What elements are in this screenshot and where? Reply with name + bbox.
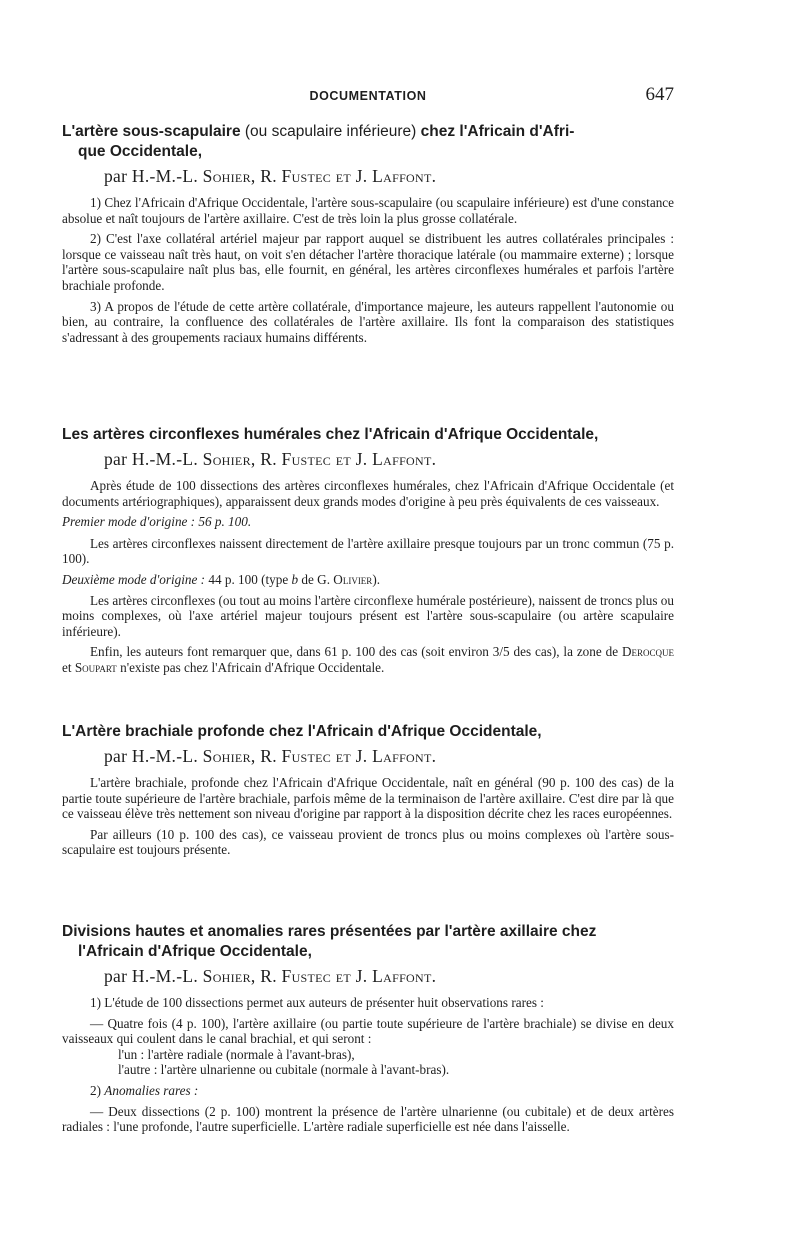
paragraph: 1) Chez l'Africain d'Afrique Occidentale, l'artère sous-scapulaire (ou scapulaire inférieure) est d'une constance absolue et naît toujours de l'artère axillaire. C'est de très loin la plus grosse collatérale. xyxy=(62,195,674,226)
article-sous-scapulaire xyxy=(62,122,674,350)
running-title: DOCUMENTATION xyxy=(309,89,427,103)
paragraph-mode-2: Deuxième mode d'origine : 44 p. 100 (type b de G. Olivier). xyxy=(62,571,381,587)
list-item: l'un : l'artère radiale (normale à l'avant-bras), xyxy=(118,1046,355,1062)
paragraph: 2) C'est l'axe collatéral artériel majeur par rapport auquel se distribuent les autres collatérales principales : lorsque ce vaisseau naît très haut, on voit s'en détacher l'artère thoracique latérale (ou mammaire externe) ; lorsque l'artère sous-scapulaire naît plus bas, elle fournit, en général, les artères circonflexes humérales et parfois l'artère brachiale profonde. xyxy=(62,231,674,293)
paragraph: Après étude de 100 dissections des artères circonflexes humérales, chez l'Africain d'Afrique Occidentale (et documents artériographiques), apparaissent deux grands modes d'origine à peu près équivalents de ces vaisseaux. xyxy=(62,478,674,509)
paragraph-anomalies: 2) Anomalies rares : xyxy=(90,1082,199,1098)
article-circonflexes xyxy=(62,425,674,681)
article-title: Divisions hautes et anomalies rares présentées par l'artère axillaire chez l'Africain d'Afrique Occidentale, xyxy=(62,923,597,960)
article-authors: par H.-M.-L. Sohier, R. Fustec et J. Laffont. xyxy=(104,746,437,766)
paragraph: L'artère brachiale, profonde chez l'Africain d'Afrique Occidentale, naît en général (90 p. 100 des cas) de la partie toute supérieure de l'artère brachiale, parfois même de la terminaison de l'artère axillaire. C'est dire par là que ce vaisseau élève très nettement son niveau d'origine par rapport à la disposition décrite chez les races européennes. xyxy=(62,775,674,822)
paragraph: Enfin, les auteurs font remarquer que, dans 61 p. 100 des cas (soit environ 3/5 des cas), la zone de Derocque et Soupart n'existe pas chez l'Africain d'Afrique Occidentale. xyxy=(62,644,674,675)
paragraph-mode-1: Premier mode d'origine : 56 p. 100. xyxy=(62,514,252,530)
article-title: L'Artère brachiale profonde chez l'Africain d'Afrique Occidentale, xyxy=(62,723,542,740)
paragraph: Les artères circonflexes naissent directement de l'artère axillaire presque toujours par un tronc commun (75 p. 100). xyxy=(62,535,674,567)
list-item: l'autre : l'artère ulnarienne ou cubitale (normale à l'avant-bras). xyxy=(118,1062,450,1078)
paragraph: — Quatre fois (4 p. 100), l'artère axillaire (ou partie toute supérieure de l'artère brachiale) se divise en deux vaisseaux qui coulent dans le canal brachial, et qui seront : xyxy=(62,1015,674,1047)
paragraph: — Deux dissections (2 p. 100) montrent la présence de l'artère ulnarienne (ou cubitale) et de deux artères radiales : l'une profonde, l'autre superficielle. L'artère radiale superficielle est née dans l'aisselle. xyxy=(62,1103,674,1135)
paragraph: 1) L'étude de 100 dissections permet aux auteurs de présenter huit observations rares : xyxy=(90,995,544,1010)
paragraph: 3) A propos de l'étude de cette artère collatérale, d'importance majeure, les auteurs rappellent l'autonomie ou bien, au contraire, la confluence des collatérales de l'artère axillaire. Ils font la comparaison des statistiques s'adressant à des groupements raciaux humains différents. xyxy=(62,298,674,345)
article-title: L'artère sous-scapulaire (ou scapulaire inférieure) chez l'Africain d'Afri- que Occidentale, xyxy=(62,123,575,160)
article-brachiale-profonde xyxy=(62,722,674,863)
article-authors: par H.-M.-L. Sohier, R. Fustec et J. Laffont. xyxy=(104,966,437,986)
article-authors: par H.-M.-L. Sohier, R. Fustec et J. Laffont. xyxy=(104,166,437,186)
paragraph: Les artères circonflexes (ou tout au moins l'artère circonflexe humérale postérieure), naissent de troncs plus ou moins complexes, où l'axe artériel majeur toujours présent est l'artère sous-scapulaire (ou artère scapulaire inférieure). xyxy=(62,592,674,639)
article-divisions-hautes xyxy=(62,922,674,1140)
article-authors: par H.-M.-L. Sohier, R. Fustec et J. Laffont. xyxy=(104,449,437,469)
article-title: Les artères circonflexes humérales chez l'Africain d'Afrique Occidentale, xyxy=(62,426,599,443)
paragraph: Par ailleurs (10 p. 100 des cas), ce vaisseau provient de troncs plus ou moins complexes où l'artère sous-scapulaire est toujours présente. xyxy=(62,826,674,858)
page-number: 647 xyxy=(645,84,674,105)
running-head xyxy=(62,86,674,108)
